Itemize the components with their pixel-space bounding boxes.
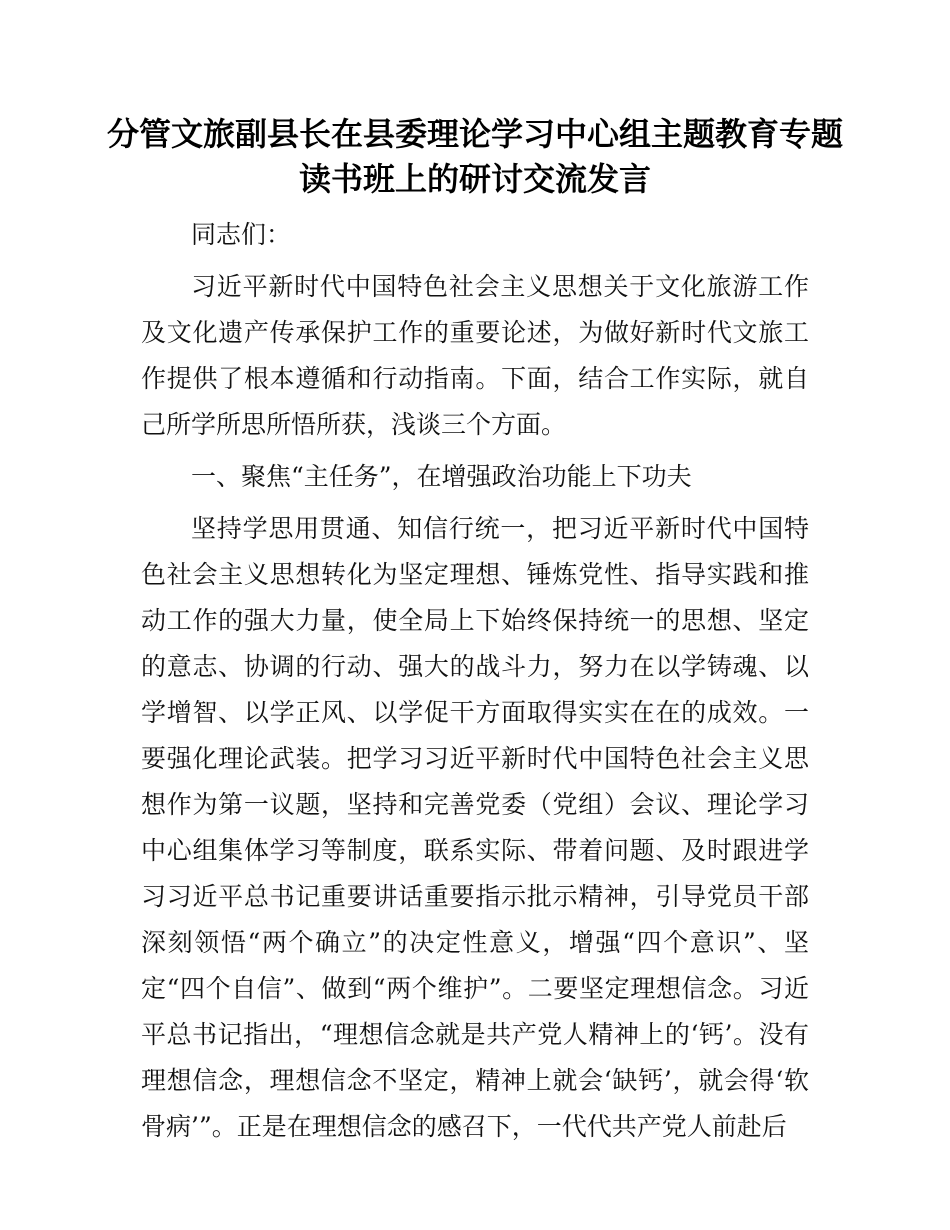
document-body <box>141 212 809 1150</box>
section-heading-1: 一、聚焦“主任务”，在增强政治功能上下功夫 <box>191 462 692 491</box>
body-paragraph: 坚持学思用贯通、知信行统一，把习近平新时代中国特色社会主义思想转化为坚定理想、锤炼党性、指导实践和推动工作的强大力量，使全局上下始终保持统一的思想、坚定的意志、协调的行动、强大的战斗力，努力在以学铸魂、以学增智、以学正风、以学促干方面取得实实在在的成效。一要强化理论武装。把学习习近平新时代中国特色社会主义思想作为第一议题，坚持和完善党委（党组）会议、理论学习中心组集体学习等制度，联系实际、带着问题、及时跟进学习习近平总书记重要讲话重要指示批示精神，引导党员干部深刻领悟“两个确立”的决定性意义，增强“四个意识”、坚定“四个自信”、做到“两个维护”。二要坚定理想信念。习近平总书记指出，“理想信念就是共产党人精神上的‘钙’。没有理想信念，理想信念不坚定，精神上就会‘缺钙’，就会得‘软骨病’”。正是在理想信念的感召下，一代代共产党人前赴后 <box>141 514 809 1141</box>
salutation-paragraph: 同志们： <box>191 220 292 249</box>
document-title: 分管文旅副县长在县委理论学习中心组主题教育专题读书班上的研讨交流发言 <box>106 115 843 198</box>
intro-paragraph: 习近平新时代中国特色社会主义思想关于文化旅游工作及文化遗产传承保护工作的重要论述，为做好新时代文旅工作提供了根本遵循和行动指南。下面，结合工作实际，就自己所学所思所悟所获，浅谈三个方面。 <box>141 272 809 439</box>
